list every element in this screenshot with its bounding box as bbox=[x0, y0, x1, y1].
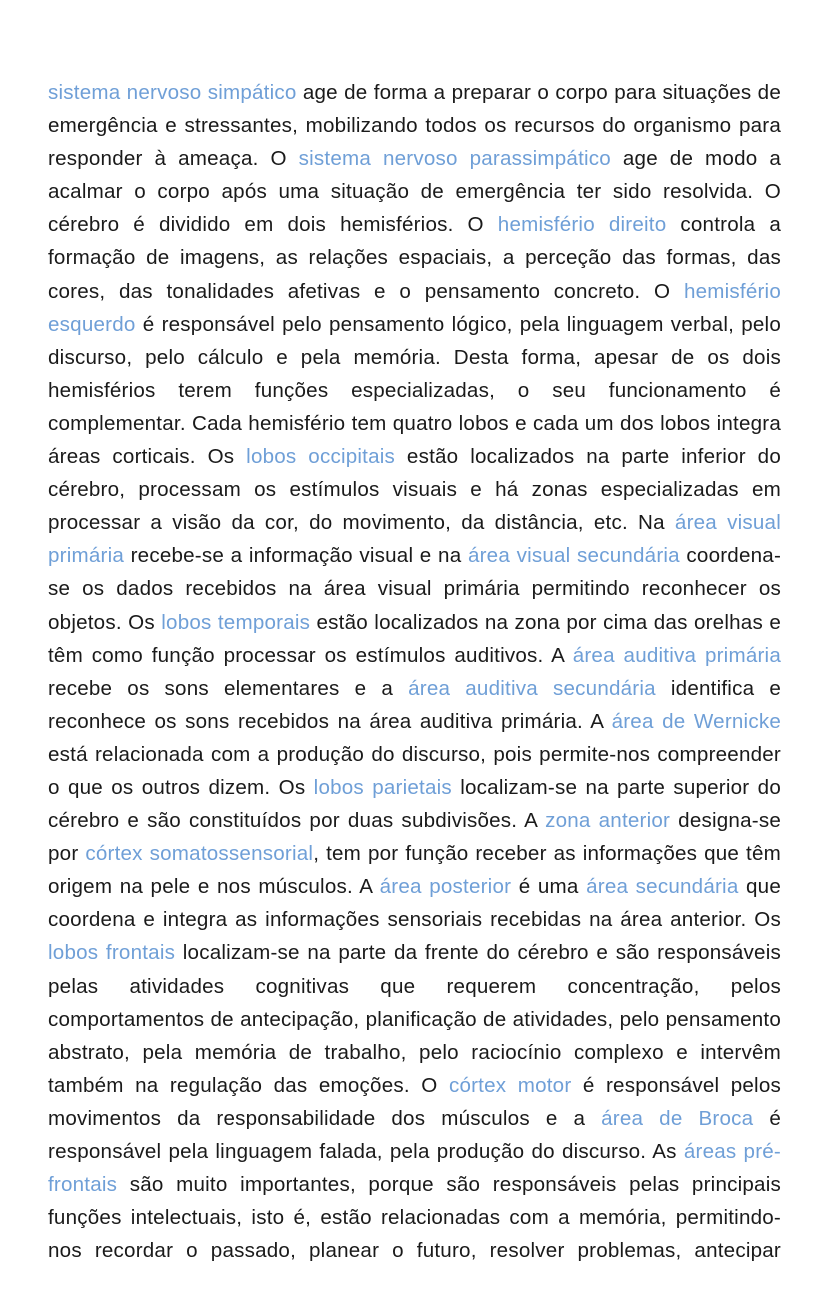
highlighted-term: zona anterior bbox=[545, 809, 671, 833]
body-text-run: age de forma a preparar o corpo para situações de emergência e stressantes, mobilizando todos os recursos do organismo para responder à ameaça. O bbox=[48, 81, 781, 171]
body-text-run: recebe-se a informação visual e na bbox=[124, 544, 468, 568]
body-text-run: identifica e reconhece os sons recebidos na área auditiva primária. A bbox=[48, 676, 781, 733]
highlighted-term: área visual primária bbox=[48, 511, 781, 568]
body-text-run: é responsável pela linguagem falada, pela produção do discurso. As bbox=[48, 1106, 781, 1163]
highlighted-term: área secundária bbox=[586, 875, 739, 899]
body-text-run: estão localizados na zona por cima das orelhas e têm como função processar os estímulos auditivos. A bbox=[48, 610, 781, 667]
highlighted-term: lobos frontais bbox=[48, 941, 176, 965]
body-text-run: localizam-se na parte superior do cérebro e são constituídos por duas subdivisões. A bbox=[48, 775, 781, 833]
body-text-run: localizam-se na parte da frente do cérebro e são responsáveis pelas atividades cognitivas que requerem concentração, pelos comportamentos de antecipação, planificação de atividades, pelo pensamento abstrato, pela memória de trabalho, pelo raciocínio complexo e intervêm também na regulação das emoções. O bbox=[48, 941, 781, 1097]
body-paragraph bbox=[48, 76, 781, 1300]
body-text-run: recebe os sons elementares e a bbox=[48, 676, 409, 700]
highlighted-term: área de Broca bbox=[601, 1106, 754, 1130]
highlighted-term: área visual secundária bbox=[467, 544, 680, 568]
highlighted-term: área auditiva primária bbox=[572, 643, 781, 667]
highlighted-term: área de Wernicke bbox=[611, 709, 781, 733]
body-text-run: estão localizados na parte inferior do cérebro, processam os estímulos visuais e há zonas especializadas em processar a visão da cor, do movimento, da distância, etc. Na bbox=[48, 445, 781, 535]
body-text-run: é responsável pelo pensamento lógico, pela linguagem verbal, pelo discurso, pelo cálculo e pela memória. Desta forma, apesar de os dois hemisférios terem funções especializadas, o seu funcionamento é complementar. Cada hemisfério tem quatro lobos e cada um dos lobos integra áreas corticais. Os bbox=[48, 312, 781, 469]
highlighted-term: lobos parietais bbox=[313, 775, 452, 799]
body-text-run: age de modo a acalmar o corpo após uma situação de emergência ter sido resolvida. O cérebro é dividido em dois hemisférios. O bbox=[48, 147, 781, 237]
highlighted-term: áreas pré-frontais bbox=[48, 1140, 781, 1197]
highlighted-term: córtex somatossensorial bbox=[85, 842, 314, 866]
highlighted-term: hemisfério esquerdo bbox=[48, 279, 781, 336]
highlighted-term: sistema nervoso simpático bbox=[48, 81, 297, 104]
highlighted-term: hemisfério direito bbox=[497, 213, 667, 237]
body-text-run: é responsável pelos movimentos da responsabilidade dos músculos e a bbox=[48, 1073, 781, 1130]
body-text-run: está relacionada com a produção do discurso, pois permite-nos compreender o que os outros dizem. Os bbox=[48, 742, 781, 799]
body-text-run: designa-se por bbox=[48, 809, 781, 866]
highlighted-term: área auditiva secundária bbox=[408, 676, 656, 700]
highlighted-term: área posterior bbox=[379, 875, 512, 899]
body-text-run: que coordena e integra as informações sensoriais recebidas na área anterior. Os bbox=[48, 875, 781, 932]
body-text-run: , tem por função receber as informações que têm origem na pele e nos músculos. A bbox=[48, 842, 781, 899]
body-text-run: são muito importantes, porque são responsáveis pelas principais funções intelectuais, isto é, estão relacionadas com a memória, permitindo-nos recordar o passado, planear o futuro, resolver problemas, antecipar bbox=[48, 1173, 781, 1263]
body-text-run: controla a formação de imagens, as relações espaciais, a perceção das formas, das cores, das tonalidades afetivas e o pensamento concreto. O bbox=[48, 213, 781, 303]
highlighted-term: lobos occipitais bbox=[246, 445, 396, 469]
body-text-run: coordena-se os dados recebidos na área visual primária permitindo reconhecer os objetos. Os bbox=[48, 544, 782, 634]
highlighted-term: córtex motor bbox=[448, 1073, 572, 1097]
body-text-run: é uma bbox=[511, 875, 587, 899]
highlighted-term: lobos temporais bbox=[161, 610, 311, 634]
highlighted-term: sistema nervoso parassimpático bbox=[298, 147, 611, 171]
